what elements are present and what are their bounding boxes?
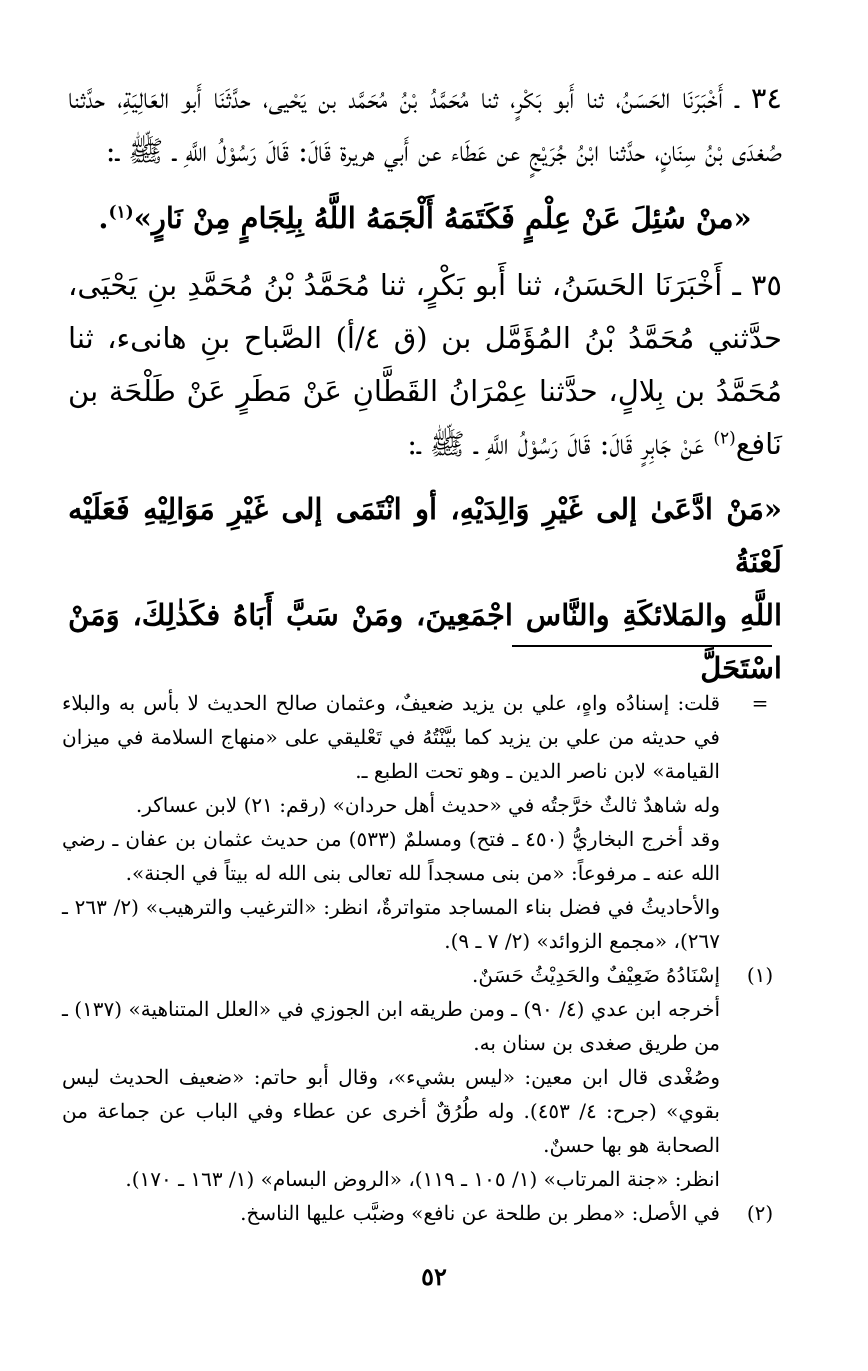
footnote-2-marker: (٢): [746, 1201, 774, 1225]
footnote-continuation-body: [62, 686, 720, 958]
footnote-line: وصُغْدى قال ابن معين: «ليس بشيء»، وقال أبو حاتم: «ضعيف الحديث ليس بقوي» (جرح: ٤/ ٤٥٣). وله طُرُقٌ أخرى عن عطاء وفي الباب عن جماعة من الصحابة هو بها حسنٌ.: [62, 1065, 720, 1157]
footnote-ref-1[interactable]: (١): [108, 202, 134, 223]
hadith-34-isnad-text: ٣٤ ـ أَخْبَرَنَا الحَسَنُ، ثنا أَبو بَكْرٍ، ثنا مُحَمَّدُ بْنُ مُحَمَّد بن يَحْيى، حدَّثَنَا أَبو العَالِيَةِ، حدَّثنا صُغدَى بْنُ سِنَانٍ، حدَّثنا ابْنُ جُرَيْجٍ عن عَطَاء عن أَبي هريرة قَالَ: قَالَ رَسُوْلُ اللَّهِ ـ ﷺ ـ:: [68, 81, 782, 168]
page-number: ٥٢: [421, 1262, 447, 1291]
footnote-line: وله شاهدٌ ثالثٌ خرَّجتُه في «حديث أهل حردان» (رقم: ٢١) لابن عساكر.: [135, 793, 720, 817]
hadith-35-isnad-end: عَنْ جَابِرٍ قَالَ: قَالَ رَسُوْلُ اللَّهِ ـ ﷺ ـ:: [407, 427, 705, 461]
main-text: [68, 72, 782, 695]
footnote-line: وقد أخرج البخاريُّ (٤٥٠ ـ فتح) ومسلمٌ (٥٣٣) من حديث عثمان بن عفان ـ رضي الله عنه ـ مرفوعاً: «من بنى مسجداً لله تعالى بنى الله له بيتاً في الجنة».: [62, 827, 720, 885]
hadith-35-isnad: [68, 259, 782, 471]
footnote-1-body: [62, 958, 720, 1196]
hadith-34-matn-end: .: [98, 201, 109, 235]
footnote-ref-2[interactable]: (٢): [713, 428, 736, 449]
footnote-continuation: [62, 686, 782, 958]
footnote-line: قلت: إسنادُه واهٍ، علي بن يزيد ضعيفٌ، وعثمان صالح الحديث لا بأس به والبلاء في حديثه من علي بن يزيد كما بيَّنْتُهُ في تَعْليقي على «منهاج السلامة في ميزان القيامة» لابن ناصر الدين ـ وهو تحت الطبع ـ.: [62, 691, 720, 783]
hadith-35-isnad-text: ٣٥ ـ أَخْبَرَنَا الحَسَنُ، ثنا أَبو بَكْرٍ، ثنا مُحَمَّدُ بْنُ مُحَمَّدِ بنِ يَحْيَى، حدَّثني مُحَمَّدُ بْنُ المُؤَمَّل بن (ق ٤/أ) الصَّباح بنِ هانىء، ثنا مُحَمَّدُ بن بِلالٍ، حدَّثنا عِمْرَانُ القَطَّانِ عَنْ مَطَرٍ عَنْ طَلْحَة بن نَافع: [68, 268, 782, 461]
footnote-line: انظر: «جنة المرتاب» (١/ ١٠٥ ـ ١١٩)، «الروض البسام» (١/ ١٦٣ ـ ١٧٠).: [125, 1167, 720, 1191]
spacer: [68, 178, 782, 192]
hadith-34-isnad: [68, 72, 782, 178]
hadith-35-matn-line-2: اللَّهِ والمَلائكَةِ والنَّاس اجْمَعِينَ، ومَنْ سَبَّ أَبَاهُ فكَذٰلِكَ، وَمَنْ اسْتَحَلَّ: [68, 598, 782, 685]
hadith-35-matn-line-1: «مَنْ ادَّعَىٰ إلى غَيْرِ وَالِدَيْهِ، أو انْتَمَى إلى غَيْرِ مَوَالِيْهِ فَعَلَيْه لَعْنَةُ: [68, 492, 782, 579]
footnote-2-text: في الأصل: «مطر بن طلحة عن نافع» وضبَّب عليها الناسخ.: [240, 1201, 720, 1225]
spacer: [68, 245, 782, 259]
footnote-1: [62, 958, 782, 1196]
footnote-line: والأحاديثُ في فضل بناء المساجد متواترةٌ، انظر: «الترغيب والترهيب» (٢/ ٢٦٣ ـ ٢٦٧)، «مجمع الزوائد» (٢/ ٧ ـ ٩).: [62, 895, 721, 953]
footnote-1-heading: إسْنَادُهُ ضَعِيْفٌ والحَدِيْثُ حَسَنٌ.: [472, 963, 720, 987]
hadith-34-matn-text: «منْ سُئِلَ عَنْ عِلْمٍ فَكَتَمَهُ أَلْجَمَهُ اللَّهُ بِلِجَامٍ مِنْ نَارٍ»: [133, 201, 752, 235]
footnote-separator: [512, 645, 772, 647]
spacer: [68, 471, 782, 483]
footnote-line: أخرجه ابن عدي (٤/ ٩٠) ـ ومن طريقه ابن الجوزي في «العلل المتناهية» (١٣٧) ـ من طريق صغدى بن سنان به.: [62, 997, 720, 1055]
footnote-continuation-marker: =: [751, 691, 769, 715]
footnote-2: [62, 1196, 782, 1230]
footnote-1-marker: (١): [746, 963, 774, 987]
hadith-34-matn: [68, 192, 782, 245]
footnotes: [62, 686, 782, 1230]
footnote-2-body: [62, 1196, 720, 1230]
